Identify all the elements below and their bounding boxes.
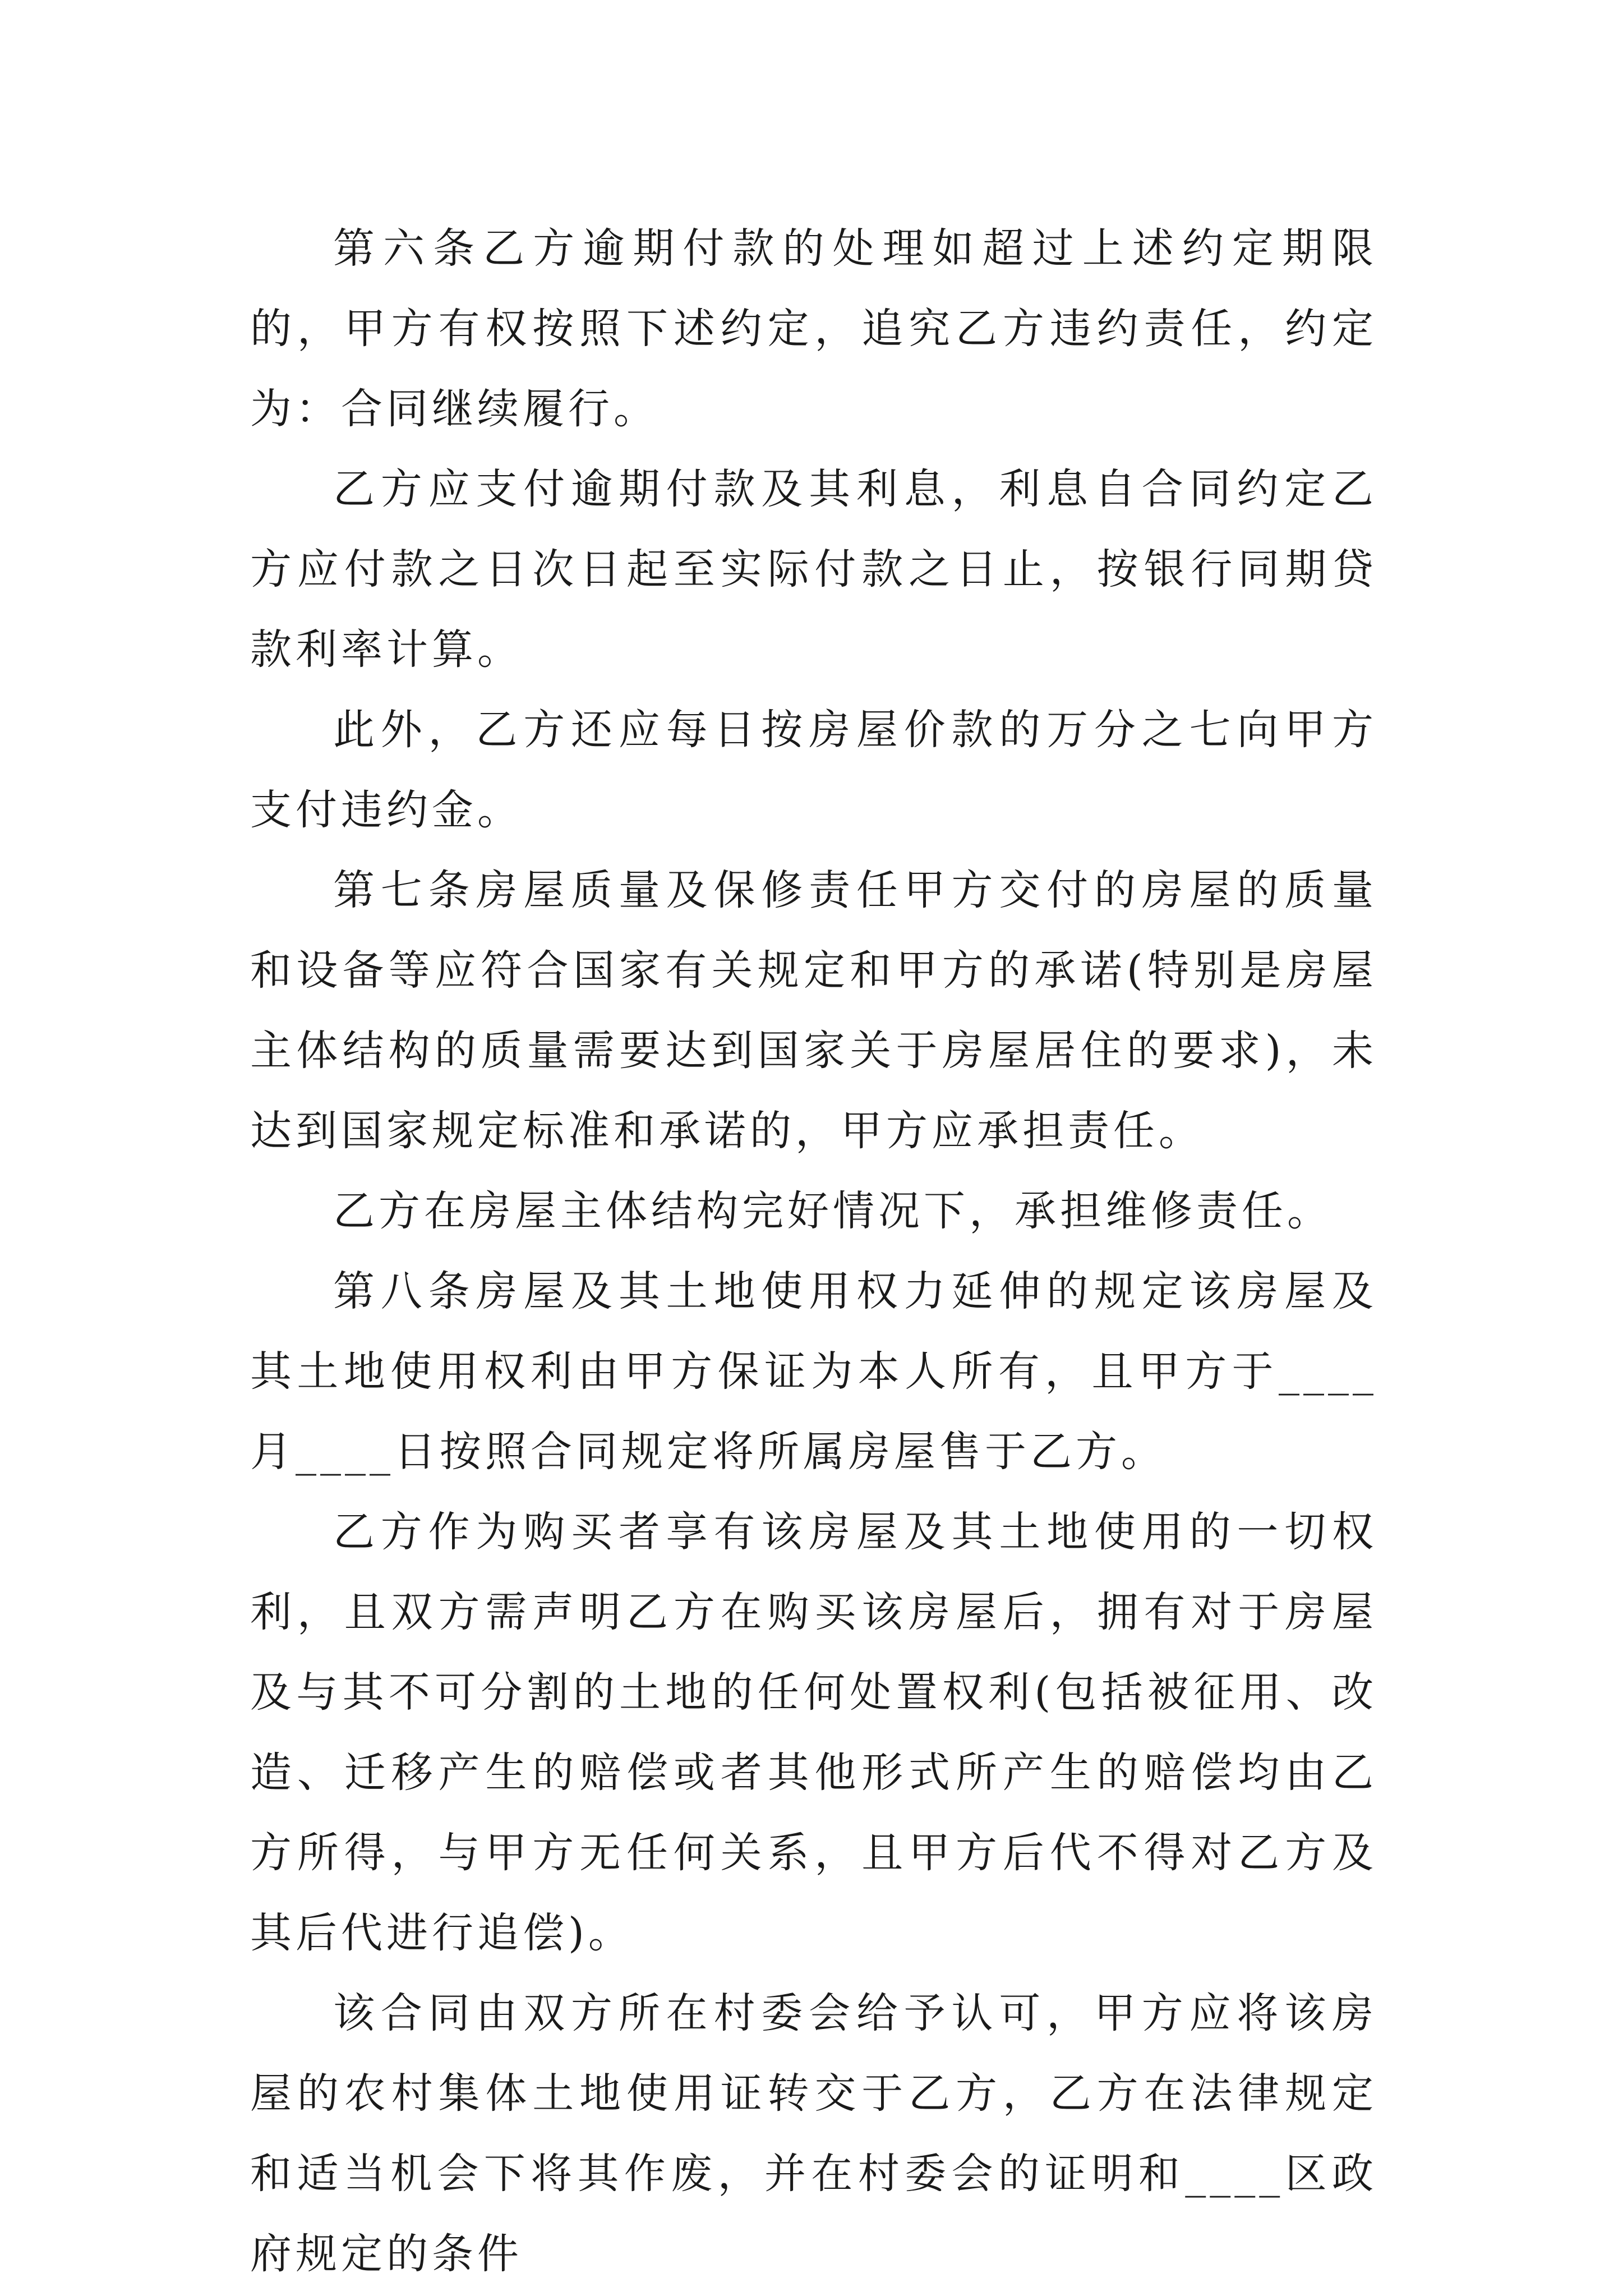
document-body bbox=[250, 209, 1377, 2294]
paragraph-late-payment-interest: 乙方应支付逾期付款及其利息，利息自合同约定乙方应付款之日次日起至实际付款之日止，按银行同期贷款利率计算。 bbox=[250, 465, 1377, 674]
paragraph-article-8: 第八条房屋及其土地使用权力延伸的规定该房屋及其土地使用权利由甲方保证为本人所有，且甲方于____月____日按照合同规定将所属房屋售于乙方。 bbox=[250, 1267, 1377, 1476]
paragraph-buyer-rights: 乙方作为购买者享有该房屋及其土地使用的一切权利，且双方需声明乙方在购买该房屋后，拥有对于房屋及与其不可分割的土地的任何处置权利(包括被征用、改造、迁移产生的赔偿或者其他形式所产生的赔偿均由乙方所得，与甲方无任何关系，且甲方后代不得对乙方及其后代进行追偿)。 bbox=[250, 1508, 1377, 1957]
paragraph-article-7: 第七条房屋质量及保修责任甲方交付的房屋的质量和设备等应符合国家有关规定和甲方的承诺(特别是房屋主体结构的质量需要达到国家关于房屋居住的要求)，未达到国家规定标准和承诺的，甲方应承担责任。 bbox=[250, 866, 1377, 1155]
paragraph-penalty: 此外，乙方还应每日按房屋价款的万分之七向甲方支付违约金。 bbox=[250, 706, 1377, 834]
paragraph-village-approval: 该合同由双方所在村委会给予认可，甲方应将该房屋的农村集体土地使用证转交于乙方，乙方在法律规定和适当机会下将其作废，并在村委会的证明和____区政府规定的条件 bbox=[250, 1989, 1377, 2278]
paragraph-article-6: 第六条乙方逾期付款的处理如超过上述约定期限的，甲方有权按照下述约定，追究乙方违约责任，约定为：合同继续履行。 bbox=[250, 224, 1377, 433]
paragraph-maintenance: 乙方在房屋主体结构完好情况下，承担维修责任。 bbox=[333, 1187, 1332, 1235]
